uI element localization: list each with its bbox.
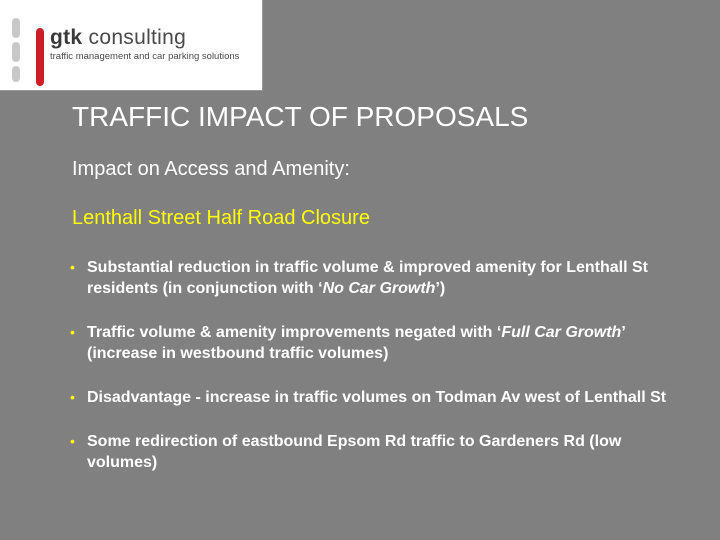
bullet-item xyxy=(70,431,670,473)
logo-bar-icon xyxy=(12,42,20,62)
logo-red-bar-icon xyxy=(36,28,44,86)
bullet-list xyxy=(70,257,670,496)
bullet-text: Substantial reduction in traffic volume & improved amenity for Lenthall St residents (in conjunction with ‘No Car Growth’) xyxy=(87,259,648,297)
section-heading: Lenthall Street Half Road Closure xyxy=(72,207,370,229)
bullet-text: Disadvantage - increase in traffic volumes on Todman Av west of Lenthall St xyxy=(87,389,667,406)
logo-company-name: gtk consulting xyxy=(50,26,187,49)
bullet-icon: • xyxy=(70,259,75,275)
bullet-item xyxy=(70,322,670,364)
slide-title: TRAFFIC IMPACT OF PROPOSALS xyxy=(72,101,529,132)
logo-bar-icon xyxy=(12,66,20,82)
bullet-icon: • xyxy=(70,433,75,449)
company-logo xyxy=(0,0,263,91)
slide-subtitle: Impact on Access and Amenity: xyxy=(72,158,350,180)
logo-tagline: traffic management and car parking solutions xyxy=(50,51,240,62)
bullet-text: Some redirection of eastbound Epsom Rd traffic to Gardeners Rd (low volumes) xyxy=(87,433,622,471)
bullet-icon: • xyxy=(70,324,75,340)
bullet-item xyxy=(70,257,670,299)
logo-bar-icon xyxy=(12,18,20,38)
bullet-icon: • xyxy=(70,389,75,405)
bullet-text: Traffic volume & amenity improvements negated with ‘Full Car Growth’ (increase in westbound traffic volumes) xyxy=(87,324,625,362)
bullet-item xyxy=(70,387,670,408)
